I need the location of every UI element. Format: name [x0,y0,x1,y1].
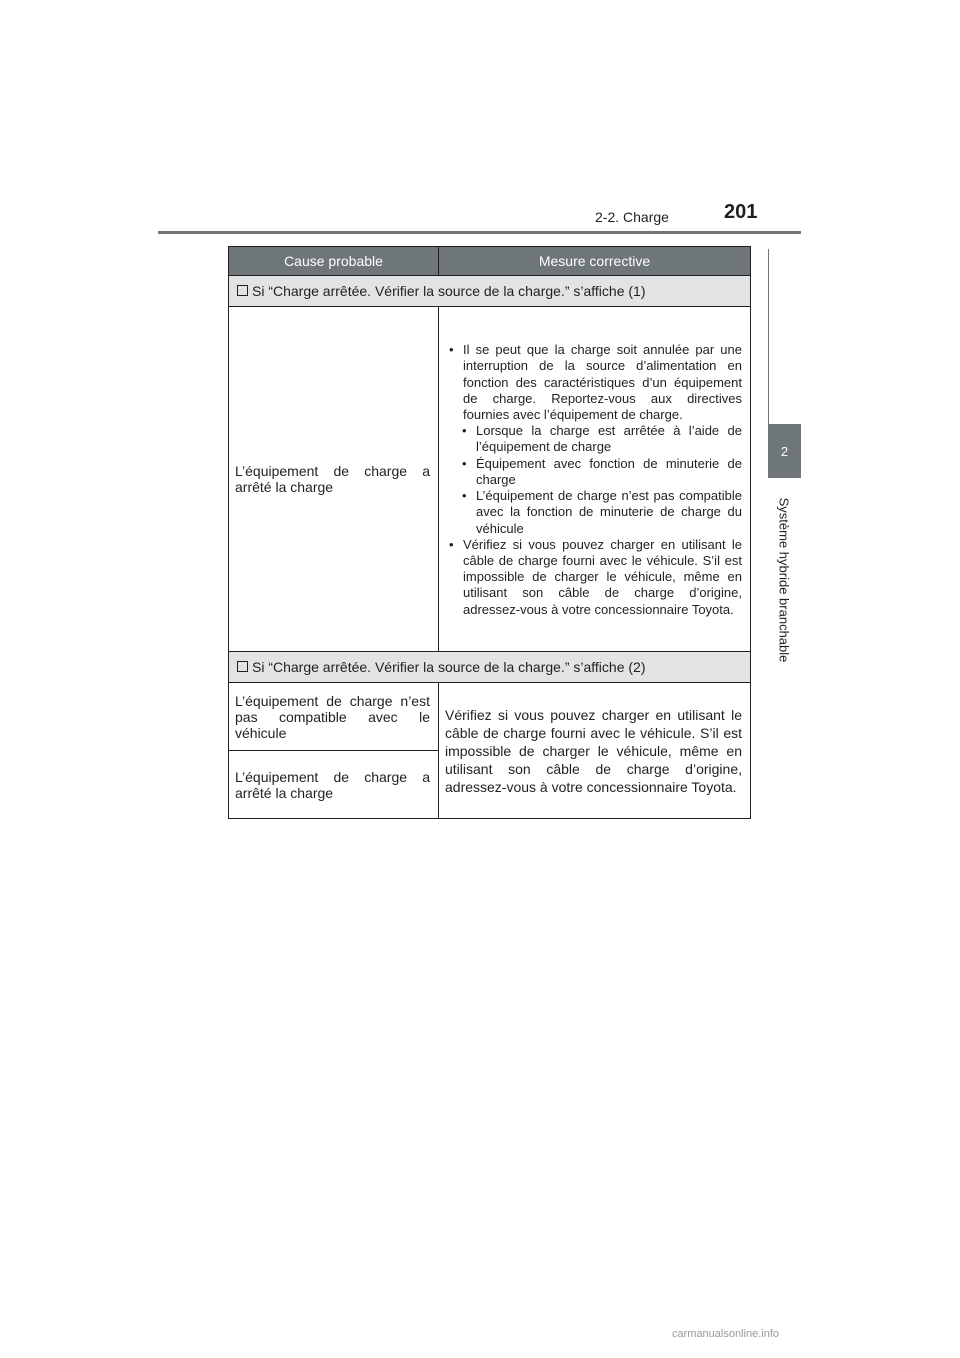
sub-bullet-item: • L’équipement de charge n’est pas compatible avec la fonction de minuterie de charge du véhicule [445,488,742,537]
chapter-title: Système hybride branchable [776,497,792,663]
bullet-item: • Vérifiez si vous pouvez charger en utilisant le câble de charge fourni avec le véhicule. S’il est impossible de charger le véhicule, même en utilisant son câble de charge d’origine, adressez-vous à votre concessionnaire Toyota. [445,537,742,618]
section-row [229,652,751,683]
side-tab-divider [768,249,769,424]
column-header-cause: Cause probable [229,247,439,276]
cause-cell: L’équipement de charge n’est pas compatible avec le véhicule [229,683,439,751]
page-number: 201 [724,201,758,223]
section-heading [229,276,751,307]
section-title: 2-2. Charge [595,209,669,225]
chapter-tab [768,424,801,478]
column-header-measure: Mesure corrective [439,247,751,276]
sub-bullet-item: • Lorsque la charge est arrêtée à l’aide de l’équipement de charge [445,423,742,455]
checkbox-square-icon [237,285,248,296]
cause-cell: L’équipement de charge a arrêté la charge [229,307,439,652]
chapter-number: 2 [780,443,789,459]
header-divider [158,231,801,234]
measure-cell: Vérifiez si vous pouvez charger en utilisant le câble de charge fourni avec le véhicule. S’il est impossible de charger le véhicule, même en utilisant son câble de charge d’origine, adressez-vous à votre concessionnaire Toyota. [439,683,751,819]
cause-cell: L’équipement de charge a arrêté la charge [229,751,439,819]
measure-cell [439,307,751,652]
section-heading-text: Si “Charge arrêtée. Vérifier la source de la charge.” s’affiche (1) [252,283,646,299]
table-header-row [229,247,751,276]
troubleshooting-table [228,246,751,819]
section-row [229,276,751,307]
table-row [229,683,751,751]
section-heading [229,652,751,683]
watermark: carmanualsonline.info [672,1328,780,1340]
sub-bullet-item: • Équipement avec fonction de minuterie de charge [445,456,742,488]
table-row [229,307,751,652]
section-heading-text: Si “Charge arrêtée. Vérifier la source de la charge.” s’affiche (2) [252,659,646,675]
bullet-item: • Il se peut que la charge soit annulée par une interruption de la source d’alimentation en fonction des caractéristiques d’un équipement de charge. Reportez-vous aux directives fournies avec l’équipement de charge. [445,342,742,423]
checkbox-square-icon [237,661,248,672]
